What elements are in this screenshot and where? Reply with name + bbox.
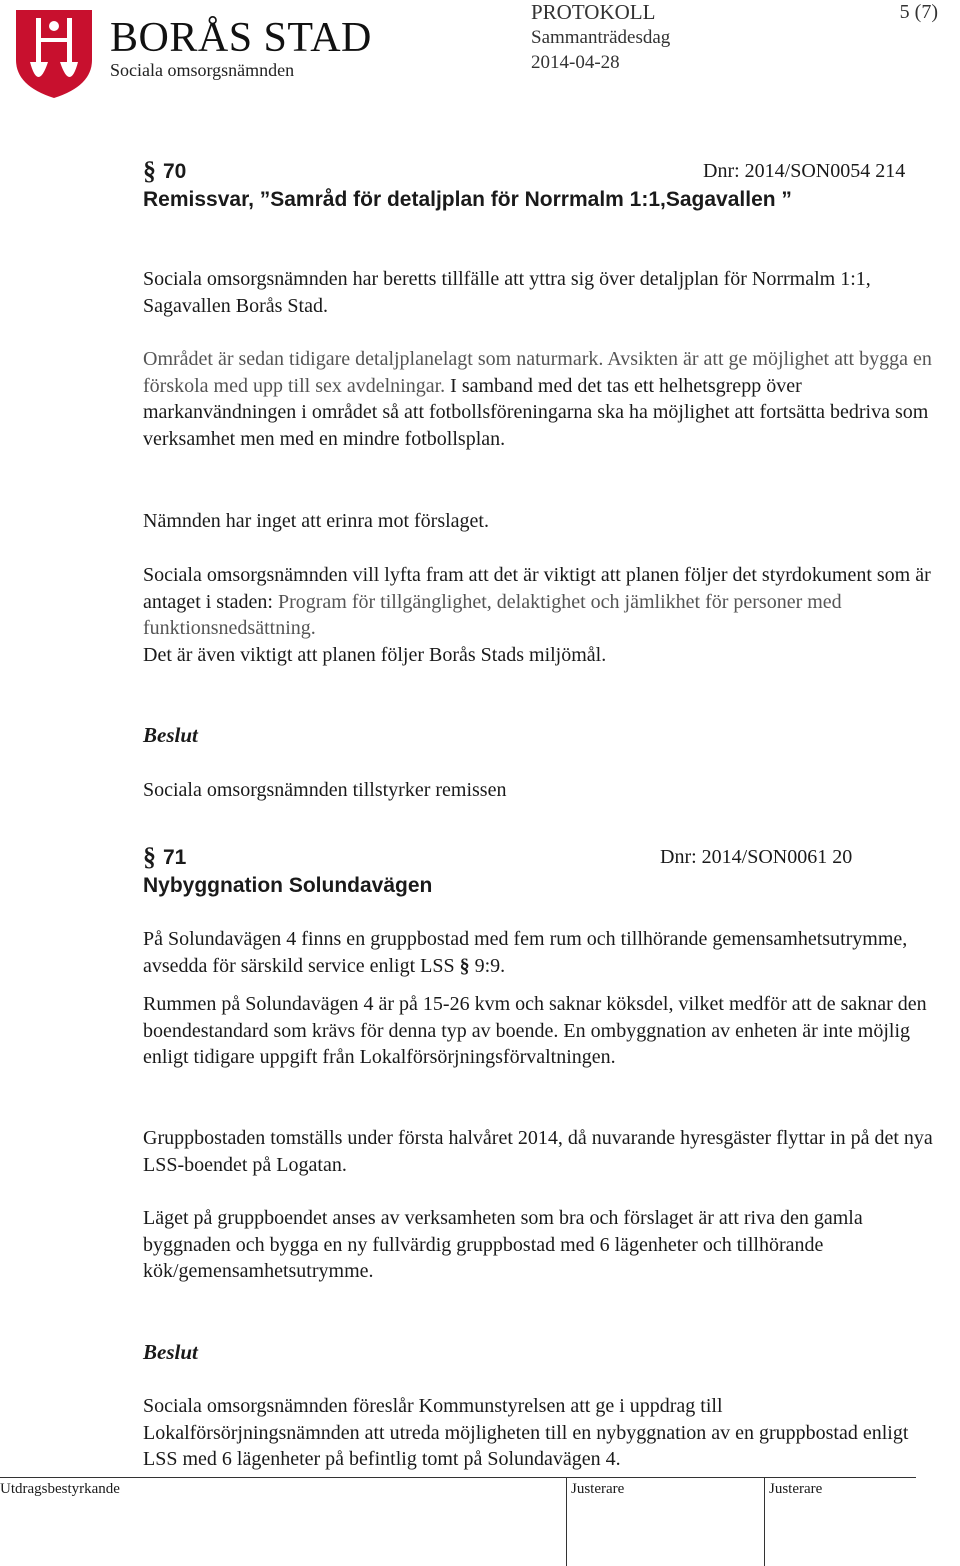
signature-divider <box>566 1478 567 1566</box>
paragraph-sign: § <box>143 156 156 185</box>
paragraph-text: Det är även viktigt att planen följer Borås Stads miljömål. <box>143 643 607 666</box>
paragraph-text: Området är sedan tidigare detaljplanelagt som naturmark. Avsikten är att ge möjlighet att bygga en förskola med upp till sex avdelningar. <box>143 348 932 397</box>
section-70-header <box>143 156 906 212</box>
paragraph <box>143 508 933 535</box>
signature-divider <box>764 1478 765 1566</box>
paragraph-text: På Solundavägen 4 finns en gruppbostad med fem rum och tillhörande gemensamhetsutrymme, avsedda för särskild service enligt LSS <box>143 928 908 977</box>
decision-heading: Beslut <box>143 1340 198 1364</box>
document-type: PROTOKOLL <box>531 0 656 24</box>
paragraph-text: Läget på gruppboendet anses av verksamheten som bra och förslaget är att riva den gamla byggnaden och bygga en ny fullvärdig gruppbostad med 6 lägenheter och tillhörande kök/gemensamhetsutrymme. <box>143 1207 863 1283</box>
adjuster-label-2: Justerare <box>769 1481 823 1497</box>
paragraph-sign: § <box>143 842 156 871</box>
paragraph <box>143 562 933 668</box>
city-coat-of-arms-icon <box>14 8 94 100</box>
paragraph <box>143 1125 933 1178</box>
paragraph-text: Gruppbostaden tomställs under första halvåret 2014, då nuvarande hyresgäster flyttar in på det nya LSS-boendet på Logatan. <box>143 1127 933 1176</box>
paragraph <box>143 926 933 979</box>
paragraph <box>143 346 933 452</box>
decision-heading: Beslut <box>143 723 198 747</box>
footer-divider <box>0 1477 916 1478</box>
section-71-header <box>143 842 903 898</box>
department-name: Sociala omsorgsnämnden <box>110 60 295 80</box>
section-number: 70 <box>163 160 187 183</box>
section-title: Remissvar, ”Samråd för detaljplan för Norrmalm 1:1,Sagavallen ” <box>143 188 792 211</box>
org-name: BORÅS STAD <box>110 15 372 61</box>
decision-text: Sociala omsorgsnämnden tillstyrker remissen <box>143 779 507 801</box>
document-date: 2014-04-28 <box>531 52 620 73</box>
paragraph <box>143 266 933 319</box>
program-reference: Program för tillgänglighet, delaktighet och jämlikhet för personer med funktionsnedsättning. <box>143 590 842 640</box>
decision-text: Sociala omsorgsnämnden föreslår Kommunstyrelsen att ge i uppdrag till Lokalförsörjningsnämnden att utreda möjligheten till en nybyggnation av en gruppbostad enligt LSS med 6 lägenheter på befintlig tomt på Solundavägen 4. <box>143 1395 909 1471</box>
paragraph-text: Rummen på Solundavägen 4 är på 15-26 kvm och saknar köksdel, vilket medför att de saknar den boendestandard som krävs för denna typ av boende. En ombyggnation av enheten är inte möjlig enligt tidigare uppgift från Lokalförsörjningsförvaltningen. <box>143 993 927 1069</box>
certification-label: Utdragsbestyrkande <box>0 1481 120 1497</box>
paragraph <box>143 991 933 1071</box>
diary-number: Dnr: 2014/SON0061 20 <box>660 846 853 868</box>
paragraph-text: Sociala omsorgsnämnden vill lyfta fram att det är viktigt att planen följer det styrdokument som är antaget i staden: <box>143 564 931 613</box>
paragraph <box>143 1205 933 1285</box>
paragraph-text: I samband med det tas ett helhetsgrepp över markanvändningen i området så att fotbollsföreningarna ska ha möjlighet att fortsätta bedriva som verksamhet men med en mindre fotbollsplan. <box>143 374 929 450</box>
paragraph-text: Nämnden har inget att erinra mot förslaget. <box>143 510 489 532</box>
section-number: 71 <box>163 846 187 869</box>
section-title: Nybyggnation Solundavägen <box>143 874 433 897</box>
diary-number: Dnr: 2014/SON0054 214 <box>703 160 906 182</box>
adjuster-label-1: Justerare <box>571 1481 625 1497</box>
paragraph-text: Sociala omsorgsnämnden har beretts tillfälle att yttra sig över detaljplan för Norrmalm 1:1, Sagavallen Borås Stad. <box>143 268 871 317</box>
meeting-label: Sammanträdesdag <box>531 27 671 48</box>
paragraph-text: 9:9. <box>469 954 506 977</box>
page-number: 5 (7) <box>899 1 938 23</box>
paragraph-sign: § <box>459 954 470 977</box>
